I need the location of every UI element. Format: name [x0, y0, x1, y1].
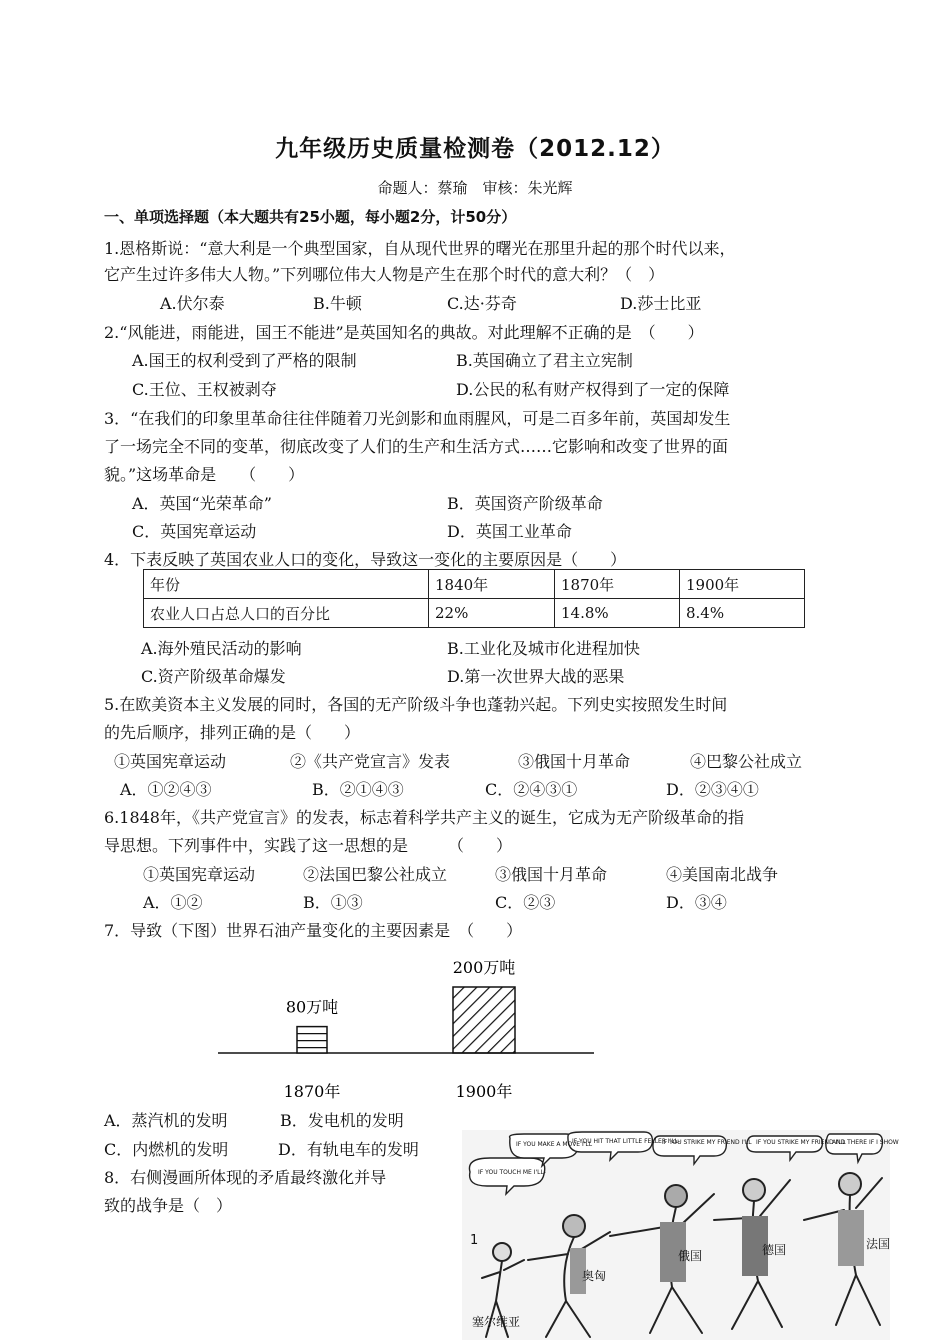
- q6-item: ③俄国十月革命: [495, 865, 608, 884]
- bar-0: [297, 1027, 327, 1053]
- country-label: 德国: [762, 1243, 787, 1257]
- q5-option-d: D．②③④①: [666, 780, 759, 799]
- q5-item: ③俄国十月革命: [518, 752, 631, 771]
- q3-line2: 了一场完全不同的变革，彻底改变了人们的生产和生活方式……它影响和改变了世界的面: [104, 437, 729, 456]
- q2-option-c: C.王位、王权被剥夺: [132, 380, 277, 399]
- q5-item: ④巴黎公社成立: [690, 752, 803, 771]
- table-row: [144, 570, 805, 599]
- category-label: 1870年: [283, 1082, 341, 1101]
- q1-option-d: D.莎士比亚: [620, 294, 702, 313]
- q2-option-a: A.国王的权利受到了严格的限制: [132, 351, 357, 370]
- q5-line2: 的先后顺序，排列正确的是（ ）: [104, 723, 361, 742]
- q1-option-a: A.伏尔泰: [160, 294, 225, 313]
- q5-option-b: B．②①④③: [312, 780, 404, 799]
- table-cell: 1900年: [680, 570, 805, 599]
- bubble-text: IF YOU HIT THAT LITTLE FELLER I'LL-: [572, 1138, 681, 1145]
- q5-option-a: A．①②④③: [120, 780, 212, 799]
- q2-line1: 2.“风能进，雨能进，国王不能进”是英国知名的典故。对此理解不正确的是 （ ）: [104, 323, 704, 342]
- q6-option-a: A．①②: [143, 893, 203, 912]
- country-label: 俄国: [678, 1249, 703, 1263]
- table-cell: 22%: [429, 599, 555, 628]
- q5-line1: 5.在欧美资本主义发展的同时，各国的无产阶级斗争也蓬勃兴起。下列史实按照发生时间: [104, 695, 728, 714]
- table-cell: 1870年: [555, 570, 680, 599]
- q6-option-c: C．②③: [495, 893, 556, 912]
- q3-line3: 貌。”这场革命是 （ ）: [104, 465, 305, 484]
- q6-item: ①英国宪章运动: [143, 865, 256, 884]
- country-label: 塞尔维亚: [472, 1315, 521, 1329]
- data-label: 200万吨: [452, 958, 516, 977]
- q6-item: ②法国巴黎公社成立: [303, 865, 448, 884]
- bubble-text: IF YOU MAKE A MOVE I'LL: [516, 1141, 593, 1148]
- table-cell: 14.8%: [555, 599, 680, 628]
- q2-option-d: D.公民的私有财产权得到了一定的保障: [456, 380, 730, 399]
- q6-line2: 导思想。下列事件中，实践了这一思想的是 （ ）: [104, 836, 513, 855]
- q7-option-a: A．蒸汽机的发明: [104, 1111, 228, 1130]
- data-label: 80万吨: [285, 997, 339, 1017]
- q5-item: ①英国宪章运动: [114, 752, 227, 771]
- bubble-text: AND THERE IF I SHOW: [832, 1139, 899, 1146]
- section-heading: 一、单项选择题（本大题共有25小题，每小题2分，计50分）: [104, 208, 517, 226]
- category-label: 1900年: [455, 1082, 513, 1101]
- q6-line1: 6.1848年，《共产党宣言》的发表，标志着科学共产主义的诞生，它成为无产阶级革命的指: [104, 808, 744, 827]
- page-number: 1: [470, 1233, 479, 1248]
- table-cell: 农业人口占总人口的百分比: [144, 599, 429, 628]
- bubble-text: IF YOU STRIKE MY FRIEND I'LL: [662, 1139, 752, 1146]
- q4-option-d: D.第一次世界大战的恶果: [447, 667, 625, 686]
- table-cell: 8.4%: [680, 599, 805, 628]
- q3-option-c: C．英国宪章运动: [132, 522, 257, 541]
- q3-option-b: B．英国资产阶级革命: [447, 494, 603, 513]
- q8-line1: 8．右侧漫画所体现的矛盾最终激化并导: [104, 1168, 387, 1187]
- table-cell: 1840年: [429, 570, 555, 599]
- q7-option-d: D．有轨电车的发明: [278, 1140, 419, 1159]
- q1-option-c: C.达·芬奇: [447, 294, 517, 313]
- table-cell: 年份: [144, 570, 429, 599]
- q5-item: ②《共产党宣言》发表: [290, 752, 451, 771]
- population-table: [143, 569, 805, 628]
- bar-1: [453, 987, 515, 1053]
- q3-line1: 3．“在我们的印象里革命往往伴随着刀光剑影和血雨腥风，可是二百多年前，英国却发生: [104, 409, 731, 428]
- q4-option-b: B.工业化及城市化进程加快: [447, 639, 640, 658]
- q3-option-d: D．英国工业革命: [447, 522, 572, 541]
- q6-item: ④美国南北战争: [666, 865, 779, 884]
- q1-line1: 1.恩格斯说：“意大利是一个典型国家，自从现代世界的曙光在那里升起的那个时代以来，: [104, 239, 736, 258]
- q4-option-a: A.海外殖民活动的影响: [141, 639, 302, 658]
- political-cartoon: [462, 1130, 899, 1340]
- authors-line: 命题人：蔡瑜 审核：朱光辉: [377, 179, 573, 197]
- q6-option-b: B．①③: [303, 893, 363, 912]
- q7-option-b: B．发电机的发明: [280, 1111, 404, 1130]
- q4-line1: 4．下表反映了英国农业人口的变化，导致这一变化的主要原因是（ ）: [104, 550, 627, 569]
- q1-option-b: B.牛顿: [313, 294, 362, 313]
- country-label: 奥匈: [582, 1269, 607, 1283]
- oil-production-chart: [200, 945, 620, 1105]
- q8-line2: 致的战争是（ ）: [104, 1196, 233, 1215]
- country-label: 法国: [866, 1237, 891, 1251]
- table-row: [144, 599, 805, 628]
- page-title: 九年级历史质量检测卷（2012.12）: [275, 136, 675, 162]
- q7-option-c: C．内燃机的发明: [104, 1140, 229, 1159]
- bubble-text: IF YOU TOUCH ME I'LL-: [478, 1169, 546, 1176]
- q4-option-c: C.资产阶级革命爆发: [141, 667, 286, 686]
- q7-line1: 7．导致（下图）世界石油产量变化的主要因素是 （ ）: [104, 921, 523, 940]
- bubble-text: IF YOU STRIKE MY FRIEND I'LL: [756, 1139, 846, 1146]
- q5-option-c: C．②④③①: [485, 780, 578, 799]
- q3-option-a: A．英国“光荣革命”: [132, 494, 272, 513]
- q6-option-d: D．③④: [666, 893, 727, 912]
- q1-line2: 它产生过许多伟大人物。”下列哪位伟大人物是产生在那个时代的意大利？（ ）: [104, 265, 665, 284]
- q2-option-b: B.英国确立了君主立宪制: [456, 351, 633, 370]
